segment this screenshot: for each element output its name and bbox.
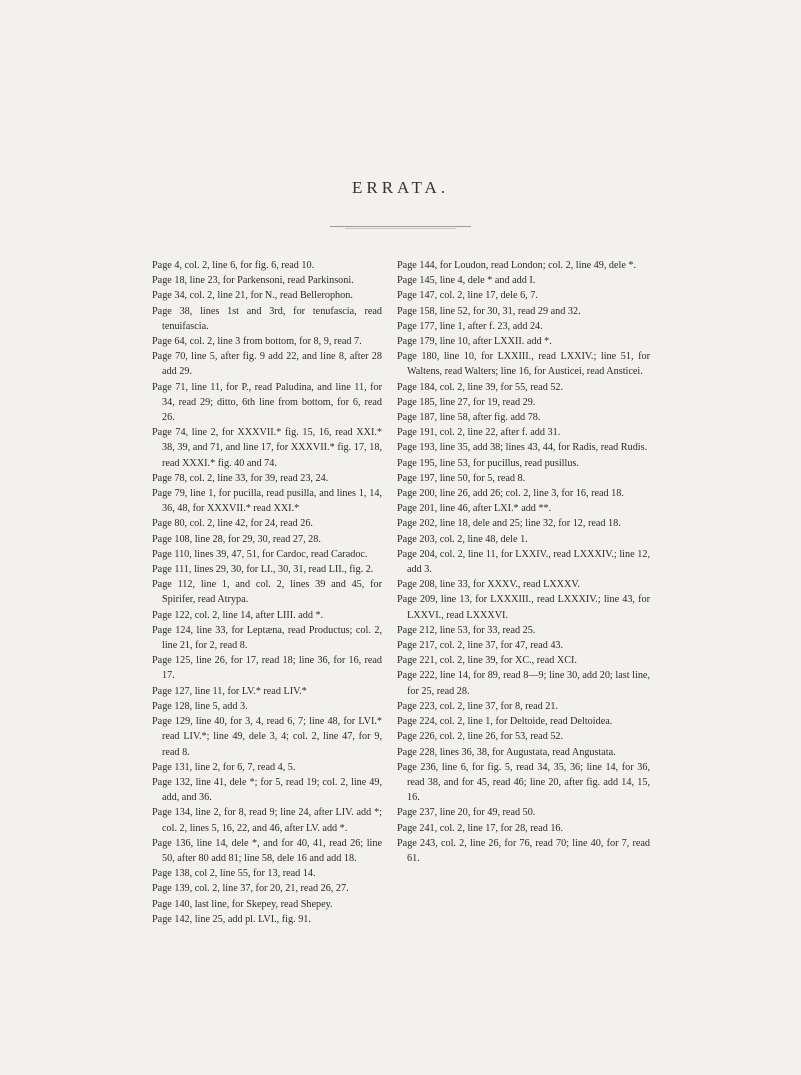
- errata-entry: Page 200, line 26, add 26; col. 2, line 3, for 16, read 18.: [397, 488, 624, 500]
- errata-entry: Page 74, line 2, for XXXVII.* fig. 15, 16, read XXI.* 38, 39, and 71, and line 17, for XXXVII.* fig. 17, 18, read XXXI.* fig. 40 and 74.: [152, 427, 382, 469]
- errata-entry: Page 185, line 27, for 19, read 29.: [397, 396, 536, 408]
- errata-entry: Page 223, col. 2, line 37, for 8, read 21.: [397, 700, 558, 712]
- errata-entry: Page 124, line 33, for Leptæna, read Productus; col. 2, line 21, for 2, read 8.: [152, 624, 382, 652]
- errata-entry: Page 80, col. 2, line 42, for 24, read 26.: [152, 518, 313, 530]
- errata-right-column: [397, 258, 650, 866]
- errata-entry: Page 138, col 2, line 55, for 13, read 14.: [152, 868, 316, 880]
- errata-entry: Page 209, line 13, for LXXXIII., read LXXXIV.; line 43, for LXXVI., read LXXXVI.: [397, 594, 650, 621]
- errata-entry: Page 179, line 10, after LXXII. add *.: [397, 336, 552, 348]
- errata-entry: Page 212, line 53, for 33, read 25.: [397, 624, 536, 636]
- errata-entry: Page 228, lines 36, 38, for Augustata, read Angustata.: [397, 746, 616, 758]
- errata-entry: Page 217, col. 2, line 37, for 47, read 43.: [397, 640, 564, 652]
- errata-entry: Page 187, line 58, after fig. add 78.: [397, 412, 541, 424]
- errata-entry: Page 222, line 14, for 89, read 8—9; line 30, add 20; last line, for 25, read 28.: [397, 670, 650, 697]
- errata-entry: Page 110, lines 39, 47, 51, for Cardoc, read Caradoc.: [152, 548, 368, 560]
- title-rule-inner: [345, 228, 456, 229]
- errata-entry: Page 145, line 4, dele * and add I.: [397, 275, 536, 287]
- errata-entry: Page 241, col. 2, line 17, for 28, read 16.: [397, 822, 564, 834]
- errata-entry: Page 125, line 26, for 17, read 18; line 36, for 16, read 17.: [152, 655, 382, 682]
- errata-entry: Page 70, line 5, after fig. 9 add 22, and line 8, after 28 add 29.: [152, 351, 382, 378]
- errata-entry: Page 132, line 41, dele *; for 5, read 19; col. 2, line 49, add, and 36.: [152, 776, 382, 804]
- errata-left-column: [152, 258, 382, 927]
- errata-entry: Page 204, col. 2, line 11, for LXXIV., read LXXXIV.; line 12, add 3.: [397, 548, 650, 576]
- errata-entry: Page 127, line 11, for LV.* read LIV.*: [152, 685, 307, 697]
- errata-entry: Page 226, col. 2, line 26, for 53, read 52.: [397, 731, 564, 743]
- errata-entry: Page 134, line 2, for 8, read 9; line 24, after LIV. add *; col. 2, lines 5, 16, 22, and 46, after LV. add *.: [152, 807, 382, 834]
- errata-entry: Page 136, line 14, dele *, and for 40, 41, read 26; line 50, after 80 add 81; line 58, dele 16 and add 18.: [152, 837, 382, 864]
- errata-entry: Page 180, line 10, for LXXIII., read LXXIV.; line 51, for Waltens, read Walters; line 16, for Austicei, read Ansticei.: [397, 351, 650, 378]
- errata-entry: Page 208, line 33, for XXXV., read LXXXV.: [397, 579, 580, 591]
- errata-entry: Page 112, line 1, and col. 2, lines 39 and 45, for Spirifer, read Atrypa.: [152, 579, 382, 606]
- title-rule: [330, 226, 471, 227]
- errata-entry: Page 142, line 25, add pl. LVI., fig. 91.: [152, 913, 311, 925]
- errata-entry: Page 195, line 53, for pucillus, read pusillus.: [397, 457, 579, 469]
- errata-entry: Page 177, line 1, after f. 23, add 24.: [397, 320, 543, 332]
- errata-entry: Page 71, line 11, for P., read Paludina, and line 11, for 34, read 29; ditto, 6th line from bottom, for 6, read 26.: [152, 381, 382, 424]
- errata-entry: Page 201, line 46, after LXI.* add **.: [397, 503, 552, 515]
- errata-entry: Page 139, col. 2, line 37, for 20, 21, read 26, 27.: [152, 883, 349, 895]
- errata-entry: Page 221, col. 2, line 39, for XC., read XCI.: [397, 655, 577, 667]
- errata-entry: Page 64, col. 2, line 3 from bottom, for 8, 9, read 7.: [152, 336, 362, 348]
- page-title: ERRATA.: [351, 178, 449, 197]
- errata-entry: Page 243, col. 2, line 26, for 76, read 70; line 40, for 7, read 61.: [397, 837, 650, 864]
- errata-entry: Page 237, line 20, for 49, read 50.: [397, 807, 536, 819]
- errata-entry: Page 129, line 40, for 3, 4, read 6, 7; line 48, for LVI.* read LIV.*; line 49, dele 3, 4; col. 2, line 47, for 9, read 8.: [152, 716, 382, 758]
- errata-entry: Page 140, last line, for Skepey, read Shepey.: [152, 898, 333, 910]
- errata-entry: Page 236, line 6, for fig. 5, read 34, 35, 36; line 14, for 36, read 38, and for 45, read 46; line 20, after fig. add 14, 15, 16.: [397, 761, 650, 804]
- errata-entry: Page 203, col. 2, line 48, dele 1.: [397, 533, 528, 545]
- errata-entry: Page 122, col. 2, line 14, after LIII. add *.: [152, 609, 324, 621]
- errata-entry: Page 38, lines 1st and 3rd, for tenufascia, read tenuifascia.: [152, 305, 382, 332]
- errata-entry: Page 147, col. 2, line 17, dele 6, 7.: [397, 290, 538, 302]
- errata-entry: Page 158, line 52, for 30, 31, read 29 and 32.: [397, 305, 581, 317]
- errata-entry: Page 197, line 50, for 5, read 8.: [397, 472, 526, 484]
- errata-entry: Page 18, line 23, for Parkensoni, read Parkinsoni.: [152, 275, 354, 287]
- errata-entry: Page 79, line 1, for pucilla, read pusilla, and lines 1, 14, 36, 48, for XXXVII.* read XXI.*: [152, 488, 382, 515]
- errata-entry: Page 184, col. 2, line 39, for 55, read 52.: [397, 381, 564, 393]
- errata-entry: Page 193, line 35, add 38; lines 43, 44, for Radis, read Rudis.: [397, 442, 648, 454]
- errata-entry: Page 202, line 18, dele and 25; line 32, for 12, read 18.: [397, 518, 621, 530]
- errata-entry: Page 34, col. 2, line 21, for N., read Bellerophon.: [152, 290, 353, 302]
- errata-entry: Page 128, line 5, add 3.: [152, 700, 248, 712]
- errata-entry: Page 191, col. 2, line 22, after f. add 31.: [397, 427, 561, 439]
- errata-entry: Page 131, line 2, for 6, 7, read 4, 5.: [152, 761, 296, 773]
- errata-entry: Page 108, line 28, for 29, 30, read 27, 28.: [152, 533, 321, 545]
- errata-entry: Page 4, col. 2, line 6, for fig. 6, read 10.: [152, 260, 315, 271]
- errata-entry: Page 224, col. 2, line 1, for Deltoide, read Deltoidea.: [397, 716, 613, 728]
- errata-entry: Page 111, lines 29, 30, for LI., 30, 31, read LII., fig. 2.: [152, 564, 374, 576]
- errata-entry: Page 144, for Loudon, read London; col. 2, line 49, dele *.: [397, 260, 637, 271]
- errata-entry: Page 78, col. 2, line 33, for 39, read 23, 24.: [152, 472, 329, 484]
